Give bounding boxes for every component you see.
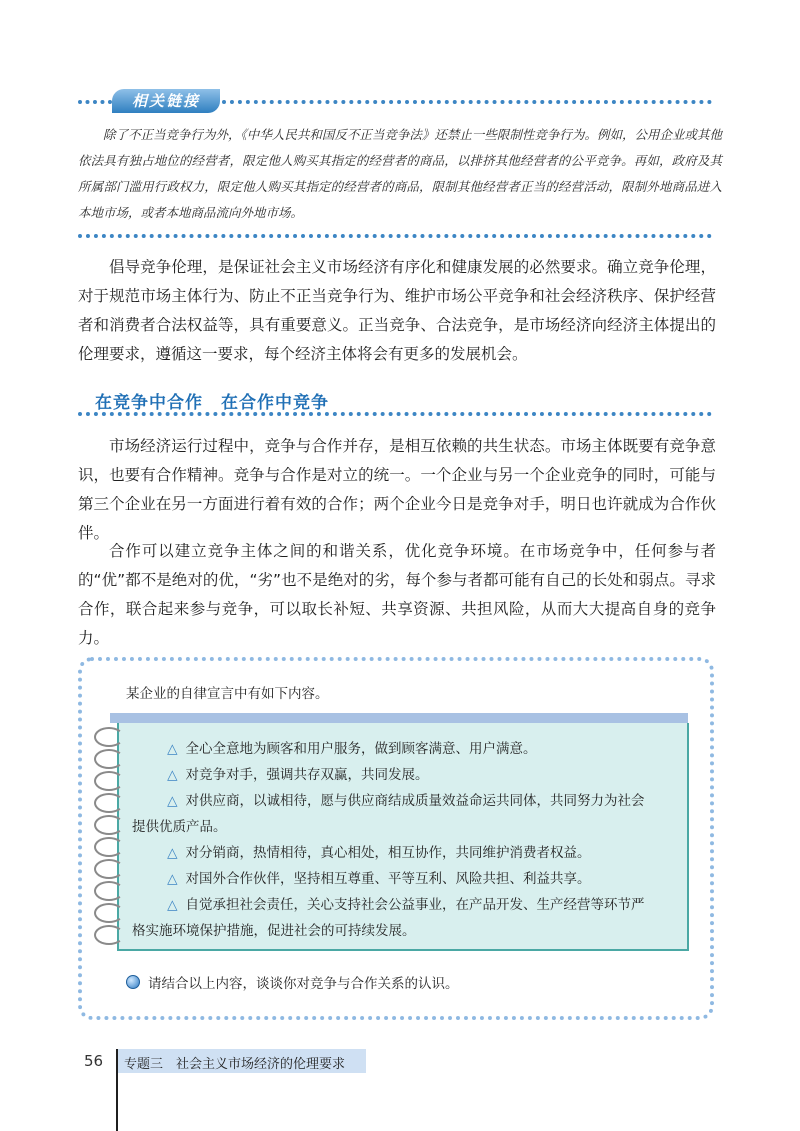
spiral-ring-icon xyxy=(94,859,124,879)
related-link-bottom-divider xyxy=(78,234,712,238)
self-discipline-declaration-list xyxy=(132,736,652,944)
question-bullet-icon xyxy=(126,975,140,989)
triangle-marker-icon: △ xyxy=(167,767,178,783)
triangle-marker-icon: △ xyxy=(167,793,178,809)
spiral-ring-icon xyxy=(94,771,124,791)
triangle-marker-icon: △ xyxy=(167,845,178,861)
spiral-ring-icon xyxy=(94,925,124,945)
discussion-question-text: 请结合以上内容，谈谈你对竞争与合作关系的认识。 xyxy=(148,976,459,992)
triangle-marker-icon: △ xyxy=(167,897,178,913)
case-intro: 某企业的自律宣言中有如下内容。 xyxy=(126,686,329,702)
spiral-ring-icon xyxy=(94,837,124,857)
spiral-ring-icon xyxy=(94,793,124,813)
footer-chapter-title: 专题三 社会主义市场经济的伦理要求 xyxy=(124,1057,346,1072)
footer-vertical-rule xyxy=(116,1049,118,1131)
section-heading: 在竞争中合作 在合作中竞争 xyxy=(95,393,329,413)
paragraph-competition-ethics: 倡导竞争伦理，是保证社会主义市场经济有序化和健康发展的必然要求。确立竞争伦理，对于规范市场主体行为、防止不正当竞争行为、维护市场公平竞争和社会经济秩序、保护经营者和消费者合法权益等，具有重要意义。正当竞争、合法竞争，是市场经济向经济主体提出的伦理要求，遵循这一要求，每个经济主体将会有更多的发展机会。 xyxy=(78,258,716,363)
declaration-item: △ 全心全意地为顾客和用户服务，做到顾客满意、用户满意。 xyxy=(167,741,537,757)
spiral-ring-icon xyxy=(94,881,124,901)
declaration-item: △ 对供应商，以诚相待，愿与供应商结成质量效益命运共同体，共同努力为社会提供优质产品。 xyxy=(132,793,645,835)
spiral-ring-icon xyxy=(94,727,124,747)
triangle-marker-icon: △ xyxy=(167,741,178,757)
paragraph-cooperation-benefits: 合作可以建立竞争主体之间的和谐关系，优化竞争环境。在市场竞争中，任何参与者的“优”都不是绝对的优，“劣”也不是绝对的劣，每个参与者都可能有自己的长处和弱点。寻求合作，联合起来参与竞争，可以取长补短、共享资源、共担风险，从而大大提高自身的竞争力。 xyxy=(78,542,716,647)
triangle-marker-icon: △ xyxy=(167,871,178,887)
paragraph-cooperation-coexist: 市场经济运行过程中，竞争与合作并存，是相互依赖的共生状态。市场主体既要有竞争意识，也要有合作精神。竞争与合作是对立的统一。一个企业与另一个企业竞争的同时，可能与第三个企业在另一方面进行着有效的合作；两个企业今日是竞争对手，明日也许就成为合作伙伴。 xyxy=(78,437,716,542)
related-link-tag: 相关链接 xyxy=(112,89,220,113)
declaration-item: △ 对竞争对手，强调共存双赢，共同发展。 xyxy=(167,767,429,783)
related-link-top-divider-right xyxy=(222,100,712,104)
related-link-top-divider xyxy=(78,100,112,104)
related-link-text: 除了不正当竞争行为外，《中华人民共和国反不正当竞争法》还禁止一些限制性竞争行为。例如，公用企业或其他依法具有独占地位的经营者，限定他人购买其指定的经营者的商品，以排挤其他经营者的公平竞争。再如，政府及其所属部门滥用行政权力，限定他人购买其指定的经营者的商品，限制其他经营者正当的经营活动，限制外地商品进入本地市场，或者本地商品流向外地市场。 xyxy=(78,127,722,220)
spiral-ring-icon xyxy=(94,749,124,769)
discussion-question xyxy=(126,972,459,992)
declaration-item: △ 对分销商，热情相待，真心相处，相互协作，共同维护消费者权益。 xyxy=(167,845,591,861)
declaration-item: △ 对国外合作伙伴，坚持相互尊重、平等互利、风险共担、利益共享。 xyxy=(167,871,591,887)
declaration-item: △ 自觉承担社会责任，关心支持社会公益事业，在产品开发、生产经营等环节严格实施环境保护措施，促进社会的可持续发展。 xyxy=(132,897,645,939)
notebook-header-bar xyxy=(110,713,688,723)
notebook-spiral-binding xyxy=(94,723,126,953)
section-heading-divider xyxy=(78,412,712,416)
spiral-ring-icon xyxy=(94,815,124,835)
spiral-ring-icon xyxy=(94,903,124,923)
page-number: 56 xyxy=(84,1052,104,1070)
